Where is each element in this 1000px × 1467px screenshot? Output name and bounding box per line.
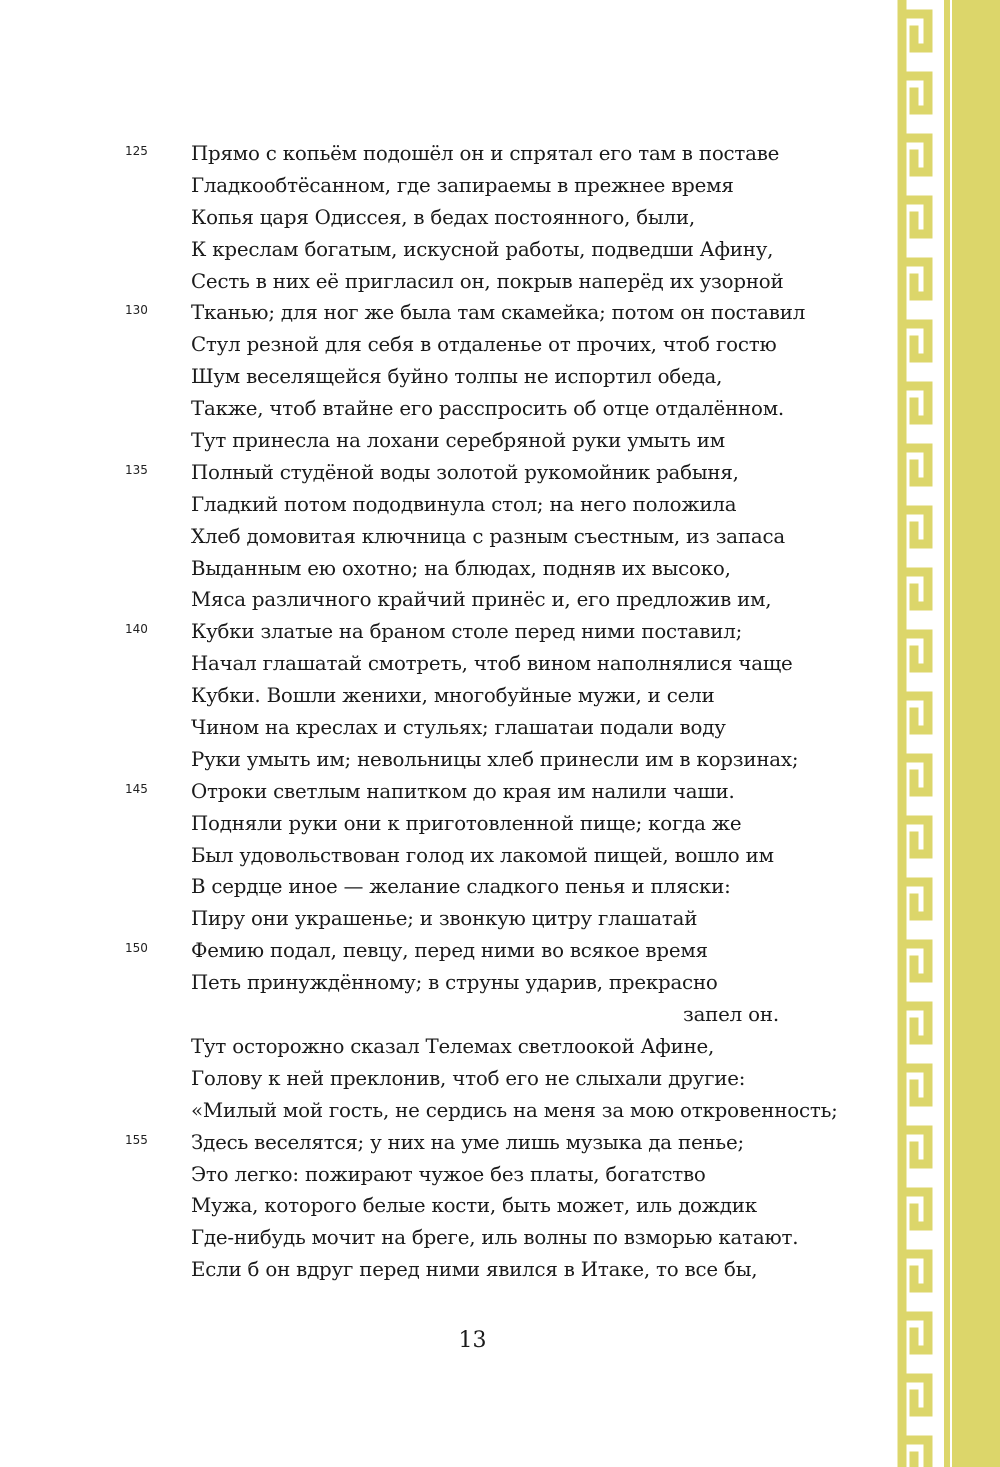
line-text: Гладкий потом пододвинула стол; на него положила [191,492,737,516]
line-text: Шум веселящейся буйно толпы не испортил обеда, [191,365,723,389]
poem-line [0,234,880,266]
poem-line [0,329,880,361]
line-text: Полный студёной воды золотой рукомойник рабыня, [191,460,739,484]
poem-line [0,1222,880,1254]
poem-line [0,967,880,999]
line-text: Голову к ней преклонив, чтоб его не слыхали другие: [191,1066,746,1090]
line-text: К креслам богатым, искусной работы, подведши Афину, [191,237,774,261]
line-text: В сердце иное — желание сладкого пенья и пляски: [191,875,731,899]
poem-text-block [0,138,880,1286]
line-text: Мяса различного крайчий принёс и, его предложив им, [191,588,772,612]
poem-line [0,361,880,393]
line-text: Тканью; для ног же была там скамейка; потом он поставил [191,301,806,325]
line-number: 140 [125,622,148,637]
line-text: Чином на креслах и стульях; глашатаи подали воду [191,716,726,740]
poem-line [0,170,880,202]
line-text: Пиру они украшенье; и звонкую цитру глашатай [191,907,698,931]
poem-line [0,648,880,680]
page-number: 13 [458,1328,487,1353]
line-text: Фемию подал, певцу, перед ними во всякое время [191,939,708,963]
line-text: Где-нибудь мочит на бреге, иль волны по взморью катают. [191,1226,799,1250]
poem-line [0,489,880,521]
poem-line [0,744,880,776]
line-text: Стул резной для себя в отдаленье от прочих, чтоб гостю [191,333,777,357]
line-text: Выданным ею охотно; на блюдах, подняв их высоко, [191,556,731,580]
poem-line [0,999,880,1031]
line-text: Это легко: пожирают чужое без платы, богатство [191,1162,706,1186]
line-text: Тут осторожно сказал Телемах светлоокой Афине, [191,1034,715,1058]
line-text: Подняли руки они к приготовленной пище; когда же [191,811,742,835]
line-text: Был удовольствован голод их лакомой пищей, вошло им [191,843,774,867]
poem-line [0,840,880,872]
line-text: Кубки. Вошли женихи, многобуйные мужи, и сели [191,684,715,708]
line-text: Сесть в них её пригласил он, покрыв наперёд их узорной [191,269,784,293]
poem-line [0,297,880,329]
poem-line [0,776,880,808]
line-text: Мужа, которого белые кости, быть может, иль дождик [191,1194,757,1218]
poem-line [0,616,880,648]
greek-meander-border-icon [892,0,1000,1467]
line-text: Если б он вдруг перед ними явился в Итаке, то все бы, [191,1258,758,1282]
line-text: Начал глашатай смотреть, чтоб вином наполнялися чаще [191,652,793,676]
poem-line [0,1063,880,1095]
line-text: «Милый мой гость, не сердись на меня за мою откровенность; [191,1098,838,1122]
line-text: Гладкообтёсанном, где запираемы в прежнее время [191,173,734,197]
poem-line [0,712,880,744]
poem-line [0,1190,880,1222]
line-text: Хлеб домовитая ключница с разным съестным, из запаса [191,524,785,548]
poem-line [0,202,880,234]
line-text: Руки умыть им; невольницы хлеб принесли им в корзинах; [191,747,799,771]
line-text: Отроки светлым напитком до края им налили чаши. [191,779,735,803]
poem-line [0,1159,880,1191]
line-text: Прямо с копьём подошёл он и спрятал его там в поставе [191,142,780,165]
line-number: 145 [125,781,148,796]
poem-line [0,584,880,616]
poem-line [0,393,880,425]
poem-line [0,1254,880,1286]
line-text: Также, чтоб втайне его расспросить об отце отдалённом. [191,397,785,421]
line-number: 130 [125,303,148,318]
poem-line [0,680,880,712]
line-text: запел он. [683,1003,779,1027]
poem-line [0,808,880,840]
line-text: Здесь веселятся; у них на уме лишь музыка да пенье; [191,1130,744,1154]
poem-line [0,1127,880,1159]
poem-line [0,1095,880,1127]
poem-line [0,266,880,298]
line-text: Тут принесла на лохани серебряной руки умыть им [191,429,725,453]
poem-line [0,138,880,170]
line-number: 150 [125,941,148,956]
line-number: 155 [125,1132,148,1147]
line-number: 125 [125,144,148,158]
poem-line [0,425,880,457]
line-text: Петь принуждённому; в струны ударив, прекрасно [191,971,718,995]
poem-line [0,935,880,967]
poem-line [0,871,880,903]
poem-line [0,457,880,489]
poem-line [0,553,880,585]
line-number: 135 [125,462,148,477]
poem-line [0,1031,880,1063]
line-text: Кубки златые на браном столе перед ними поставил; [191,620,743,644]
poem-line [0,903,880,935]
poem-line [0,521,880,553]
line-text: Копья царя Одиссея, в бедах постоянного, были, [191,205,695,229]
